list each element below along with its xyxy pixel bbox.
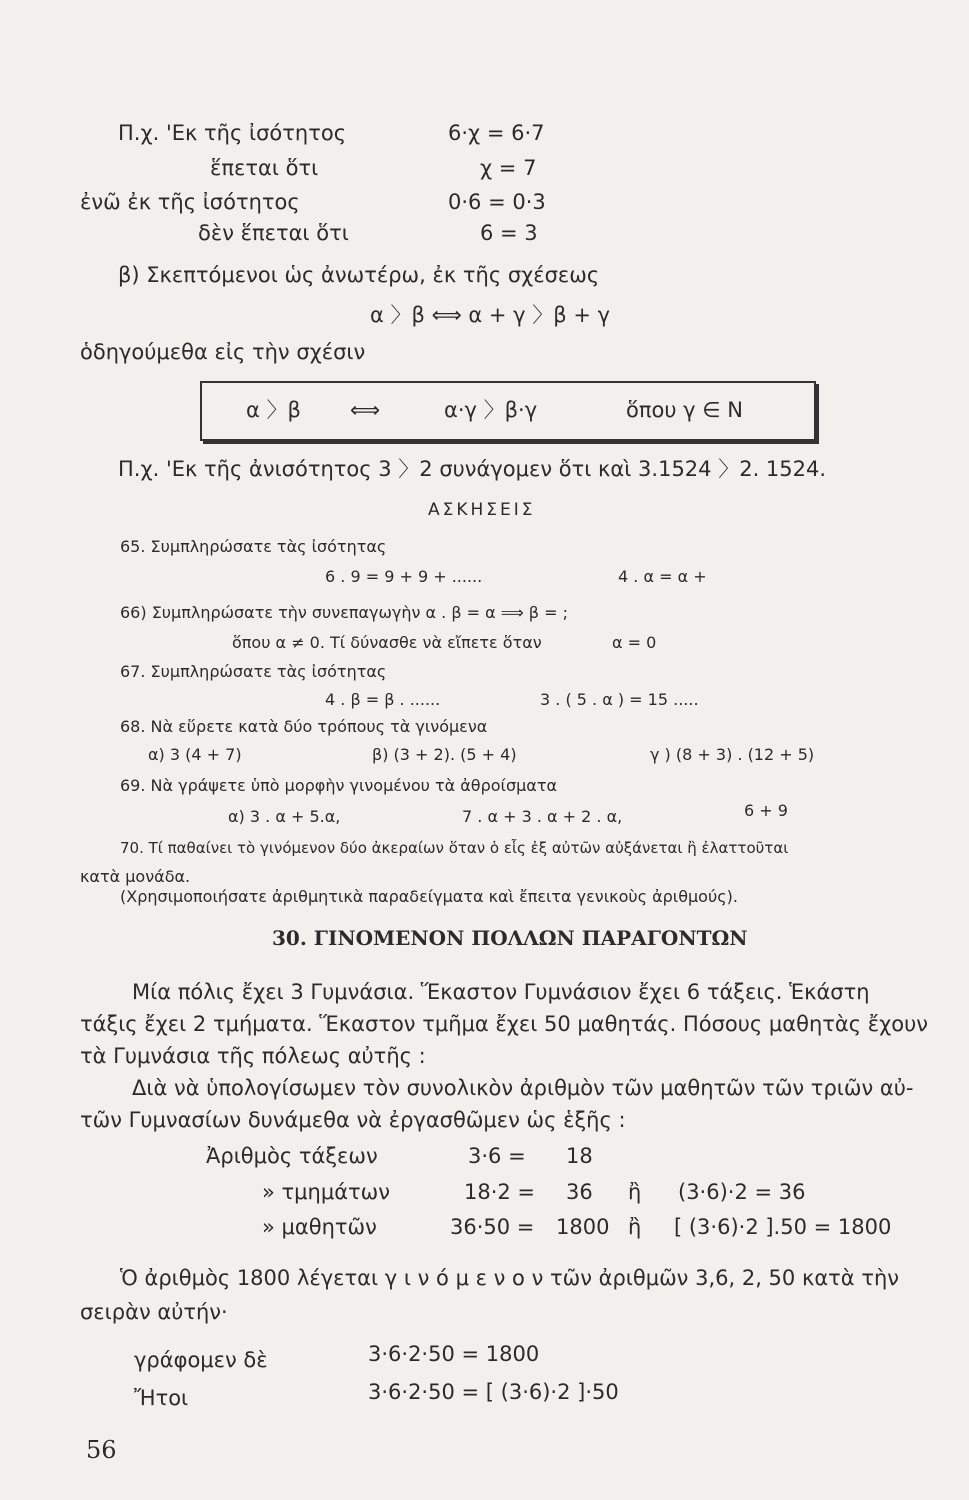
- para2-line1: Διὰ νὰ ὑπολογίσωμεν τὸν συνολικὸν ἀριθμὸν τῶν μαθητῶν τῶν τριῶν αὐ-: [132, 1076, 914, 1100]
- calc-expr: 36·50 =: [450, 1215, 535, 1239]
- calc-label: » μαθητῶν: [262, 1215, 377, 1239]
- exercise-66: 66) Συμπληρώσατε τὴν συνεπαγωγὴν α . β = α ⟹ β = ;: [120, 603, 568, 622]
- eto-label: Ἤτοι: [134, 1386, 189, 1410]
- box-right: ὅπου γ ∈ N: [626, 398, 743, 422]
- calc-label: Ἀριθμὸς τάξεων: [206, 1144, 378, 1168]
- exercise-69: 69. Νὰ γράψετε ὑπὸ μορφὴν γινομένου τὰ ἀθροίσματα: [120, 776, 557, 795]
- para1-line1: Μία πόλις ἔχει 3 Γυμνάσια. Ἕκαστον Γυμνάσιον ἔχει 6 τάξεις. Ἑκάστη: [132, 980, 870, 1004]
- box-left: α 〉β: [246, 398, 301, 422]
- box-middle: α·γ 〉β·γ: [444, 398, 538, 422]
- exercise-69-c: 6 + 9: [744, 801, 788, 820]
- exercise-66-b: ὅπου α ≠ 0. Τί δύνασθε νὰ εἴπετε ὅταν: [232, 633, 542, 652]
- calc-result: 18: [566, 1144, 593, 1168]
- calc-alt: (3·6)·2 = 36: [678, 1180, 806, 1204]
- intro-line3-expr: 0·6 = 0·3: [448, 190, 546, 214]
- intro-line1-expr: 6·χ = 6·7: [448, 121, 545, 145]
- leads-text: ὁδηγούμεθα εἰς τὴν σχέσιν: [80, 340, 366, 364]
- calc-result: 1800: [556, 1215, 610, 1239]
- intro-line4-label: δὲν ἕπεται ὅτι: [198, 221, 349, 245]
- para2-line2: τῶν Γυμνασίων δυνάμεθα νὰ ἐργασθῶμεν ὡς ἑξῆς :: [80, 1108, 626, 1132]
- exercise-68: 68. Νὰ εὕρετε κατὰ δύο τρόπους τὰ γινόμενα: [120, 717, 488, 736]
- exercise-70-c: (Χρησιμοποιήσατε ἀριθμητικὰ παραδείγματα καὶ ἔπειτα γενικοὺς ἀριθμούς).: [120, 887, 738, 906]
- calc-expr: 18·2 =: [464, 1180, 536, 1204]
- boxed-relation: [200, 381, 816, 441]
- page-number: 56: [86, 1436, 117, 1464]
- intro-line2-label: ἕπεται ὅτι: [210, 156, 319, 180]
- calc-alt: [ (3·6)·2 ].50 = 1800: [674, 1215, 892, 1239]
- exercise-70-b: κατὰ μονάδα.: [80, 867, 191, 886]
- exercise-67-a: 4 . β = β . ......: [325, 690, 441, 709]
- beta-text: β) Σκεπτόμενοι ὡς ἀνωτέρω, ἐκ τῆς σχέσεως: [118, 263, 600, 287]
- calc-or: ἢ: [628, 1180, 642, 1204]
- relation-expr: α 〉β ⟺ α + γ 〉β + γ: [370, 303, 611, 327]
- box-arrow: ⟺: [350, 398, 381, 422]
- calc-or: ἢ: [628, 1215, 642, 1239]
- exercise-69-b: 7 . α + 3 . α + 2 . α,: [462, 807, 623, 826]
- write-label: γράφομεν δὲ: [134, 1348, 268, 1372]
- calc-label: » τμημάτων: [262, 1180, 390, 1204]
- example-line: Π.χ. 'Εκ τῆς ἀνισότητος 3 〉2 συνάγομεν ὅτι καὶ 3.1524 〉2. 1524.: [118, 457, 827, 481]
- exercise-67: 67. Συμπληρώσατε τὰς ἰσότητας: [120, 662, 387, 681]
- para3-line1: Ὁ ἀριθμὸς 1800 λέγεται γ ι ν ό μ ε ν ο ν τῶν ἀριθμῶν 3,6, 2, 50 κατὰ τὴν: [120, 1266, 900, 1290]
- intro-line1-label: Π.χ. 'Εκ τῆς ἰσότητος: [118, 121, 347, 145]
- intro-line2-expr: χ = 7: [480, 156, 537, 180]
- exercise-69-a: α) 3 . α + 5.α,: [228, 807, 341, 826]
- exercise-66-c: α = 0: [612, 633, 657, 652]
- para3-line2: σειρὰν αὐτήν·: [80, 1300, 228, 1324]
- exercise-65-a: 6 . 9 = 9 + 9 + ......: [325, 567, 483, 586]
- exercise-65: 65. Συμπληρώσατε τὰς ἰσότητας: [120, 537, 387, 556]
- calc-expr: 3·6 =: [468, 1144, 526, 1168]
- exercise-67-b: 3 . ( 5 . α ) = 15 .....: [540, 690, 699, 709]
- write-expr: 3·6·2·50 = 1800: [368, 1342, 540, 1366]
- intro-line3-label: ἐνῶ ἐκ τῆς ἰσότητος: [80, 190, 300, 214]
- exercise-70: 70. Τί παθαίνει τὸ γινόμενον δύο ἀκεραίων ὅταν ὁ εἷς ἐξ αὐτῶν αὐξάνεται ἢ ἐλαττοῦται: [120, 839, 789, 857]
- exercise-68-c: γ ) (8 + 3) . (12 + 5): [650, 745, 815, 764]
- para1-line3: τὰ Γυμνάσια τῆς πόλεως αὐτῆς :: [80, 1044, 426, 1068]
- exercise-68-b: β) (3 + 2). (5 + 4): [372, 745, 517, 764]
- intro-line4-expr: 6 = 3: [480, 221, 538, 245]
- exercises-title: ΑΣΚΗΣΕΙΣ: [428, 500, 536, 520]
- eto-expr: 3·6·2·50 = [ (3·6)·2 ]·50: [368, 1380, 619, 1404]
- exercise-65-b: 4 . α = α +: [618, 567, 707, 586]
- section-heading: 30. ΓΙΝΟΜΕΝΟΝ ΠΟΛΛΩΝ ΠΑΡΑΓΟΝΤΩΝ: [272, 926, 748, 950]
- exercise-68-a: α) 3 (4 + 7): [148, 745, 242, 764]
- para1-line2: τάξις ἔχει 2 τμήματα. Ἕκαστον τμῆμα ἔχει 50 μαθητάς. Πόσους μαθητὰς ἔχουν: [80, 1012, 928, 1036]
- calc-result: 36: [566, 1180, 593, 1204]
